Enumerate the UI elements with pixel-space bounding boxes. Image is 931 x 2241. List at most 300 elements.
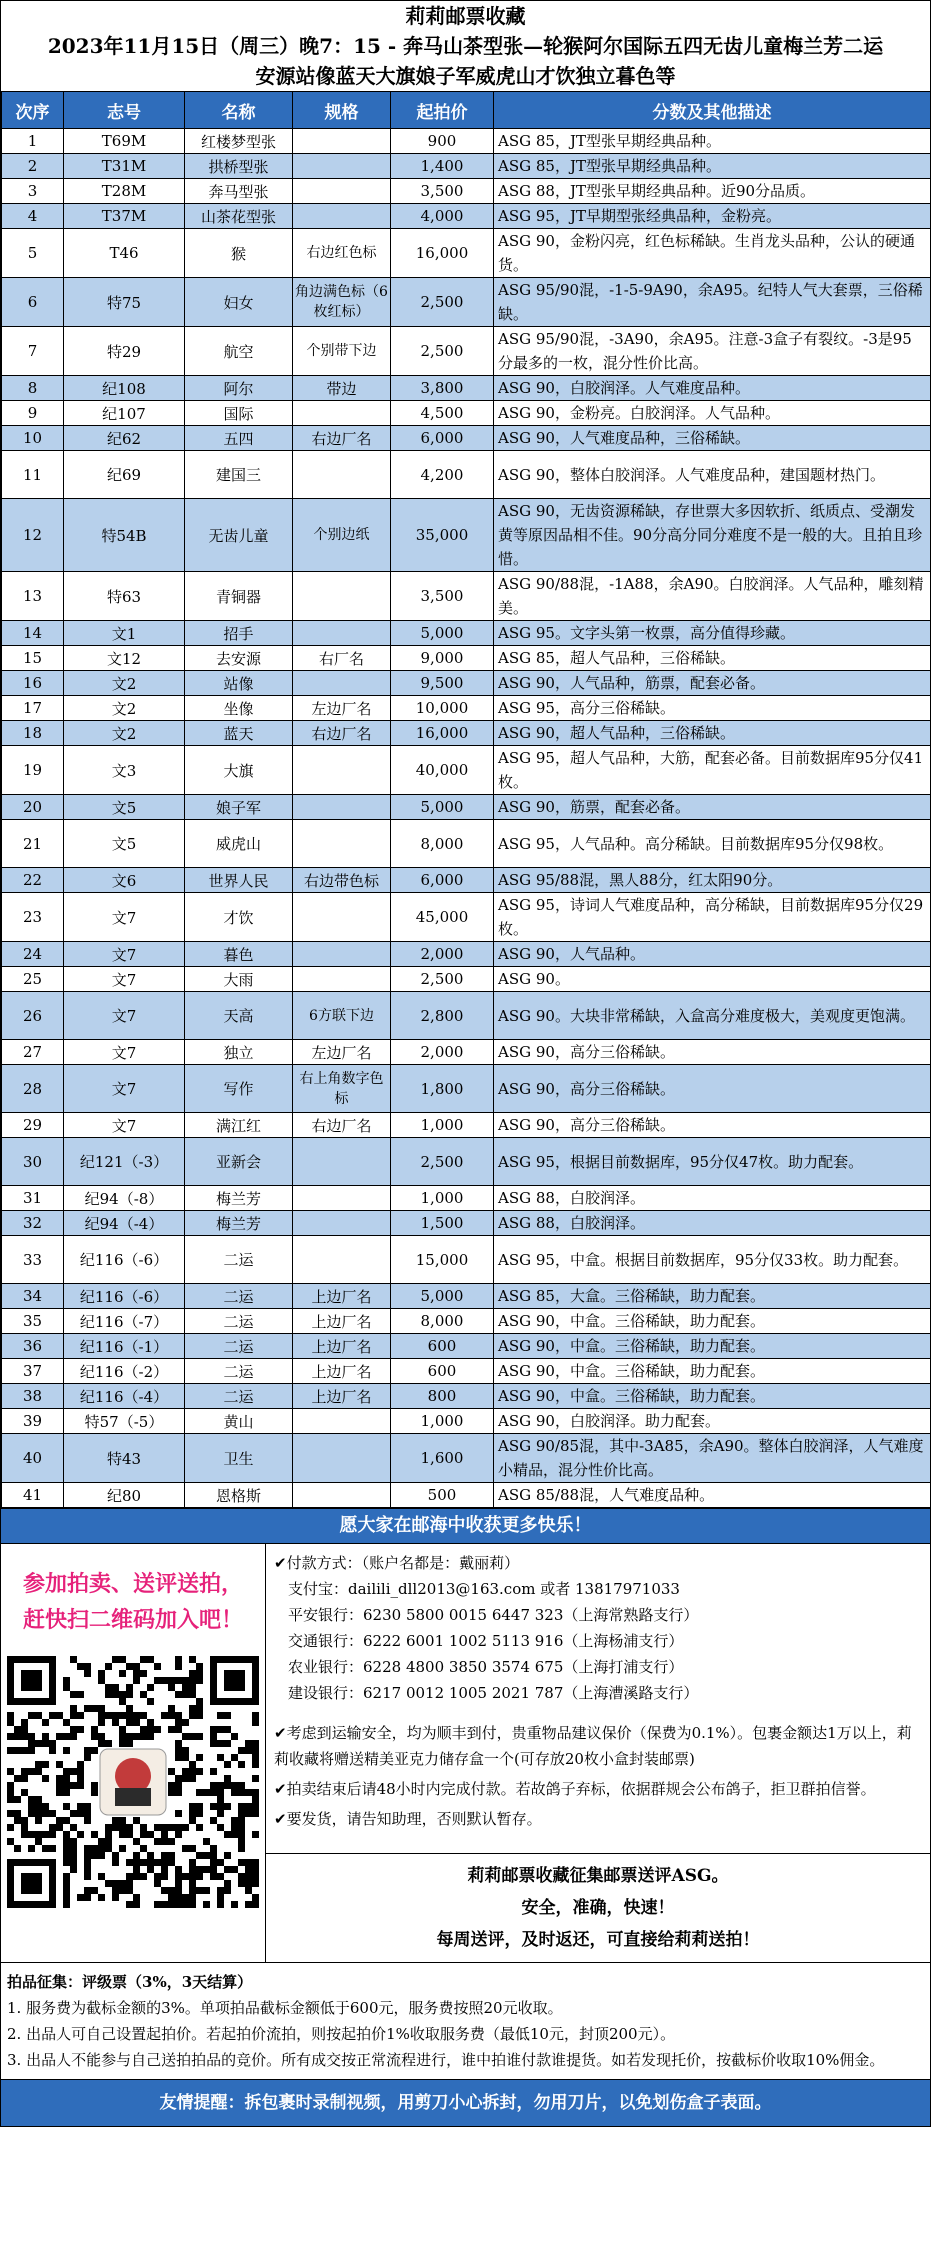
lot-code: T31M <box>64 154 185 179</box>
lot-code: 纪80 <box>64 1483 185 1508</box>
table-row <box>2 1211 931 1236</box>
lot-description: ASG 90，整体白胶润泽。人气难度品种，建国题材热门。 <box>494 451 931 499</box>
lot-spec <box>293 1483 391 1508</box>
lot-code: 纪116（-6） <box>64 1236 185 1284</box>
lot-description: ASG 95，诗词人气难度品种，高分稀缺，目前数据库95分仅29枚。 <box>494 893 931 942</box>
lot-start-price: 4,500 <box>391 401 494 426</box>
lot-name: 才饮 <box>185 893 293 942</box>
lot-description: ASG 90，金粉亮。白胶润泽。人气品种。 <box>494 401 931 426</box>
lot-start-price: 15,000 <box>391 1236 494 1284</box>
lot-code: 文7 <box>64 992 185 1040</box>
lot-start-price: 9,500 <box>391 671 494 696</box>
lot-number: 10 <box>2 426 64 451</box>
slogan-line-2: 安全，准确，快速！ <box>521 1898 675 1918</box>
lot-code: 纪62 <box>64 426 185 451</box>
lot-name: 猴 <box>185 229 293 278</box>
lot-description: ASG 90，白胶润泽。助力配套。 <box>494 1409 931 1434</box>
lot-name: 青铜器 <box>185 572 293 621</box>
lot-start-price: 10,000 <box>391 696 494 721</box>
lot-code: 文5 <box>64 820 185 868</box>
col-header-no: 次序 <box>2 92 64 129</box>
lot-spec <box>293 451 391 499</box>
lot-start-price: 2,000 <box>391 1040 494 1065</box>
table-row <box>2 621 931 646</box>
table-row <box>2 696 931 721</box>
lot-description: ASG 88，白胶润泽。 <box>494 1211 931 1236</box>
lot-description: ASG 90。大块非常稀缺，入盒高分难度极大，美观度更饱满。 <box>494 992 931 1040</box>
lot-description: ASG 85，JT型张早期经典品种。 <box>494 154 931 179</box>
header-title: 莉莉邮票收藏 <box>405 4 526 28</box>
header-subtitle-2: 安源站像蓝天大旗娘子军威虎山才饮独立暮色等 <box>255 64 676 88</box>
lot-name: 二运 <box>185 1309 293 1334</box>
lot-name: 写作 <box>185 1065 293 1113</box>
table-row <box>2 721 931 746</box>
lot-number: 20 <box>2 795 64 820</box>
rule-item: 1. 服务费为截标金额的3%。单项拍品截标金额低于600元，服务费按照20元收取。 <box>7 1999 563 2017</box>
lot-description: ASG 95，根据目前数据库，95分仅47枚。助力配套。 <box>494 1138 931 1186</box>
slogan-line-1: 莉莉邮票收藏征集邮票送评ASG。 <box>467 1866 729 1886</box>
table-row <box>2 1384 931 1409</box>
lot-number: 29 <box>2 1113 64 1138</box>
table-row <box>2 229 931 278</box>
lot-name: 大雨 <box>185 967 293 992</box>
lot-code: 文2 <box>64 721 185 746</box>
lot-description: ASG 95。文字头第一枚票，高分值得珍藏。 <box>494 621 931 646</box>
lot-description: ASG 95，超人气品种，大筋，配套必备。目前数据库95分仅41枚。 <box>494 746 931 795</box>
lot-code: 文1 <box>64 621 185 646</box>
lot-spec: 左边厂名 <box>293 1040 391 1065</box>
lot-start-price: 3,500 <box>391 179 494 204</box>
lot-start-price: 800 <box>391 1384 494 1409</box>
table-row <box>2 426 931 451</box>
col-header-code: 志号 <box>64 92 185 129</box>
table-row <box>2 967 931 992</box>
lot-spec <box>293 893 391 942</box>
lot-name: 独立 <box>185 1040 293 1065</box>
table-row <box>2 1236 931 1284</box>
table-row <box>2 1483 931 1508</box>
lot-start-price: 1,500 <box>391 1211 494 1236</box>
lot-spec <box>293 179 391 204</box>
lot-start-price: 2,800 <box>391 992 494 1040</box>
lot-name: 二运 <box>185 1384 293 1409</box>
consignment-rules <box>1 1962 930 2079</box>
lot-spec: 上边厂名 <box>293 1309 391 1334</box>
lot-description: ASG 95，高分三俗稀缺。 <box>494 696 931 721</box>
lot-name: 无齿儿童 <box>185 499 293 572</box>
qr-code[interactable] <box>7 1656 259 1908</box>
lot-start-price: 8,000 <box>391 1309 494 1334</box>
lot-spec <box>293 820 391 868</box>
lot-number: 21 <box>2 820 64 868</box>
lot-spec <box>293 1186 391 1211</box>
promo-line-2: 赶快扫二维码加入吧！ <box>22 1607 243 1633</box>
lot-number: 9 <box>2 401 64 426</box>
table-row <box>2 499 931 572</box>
lot-number: 18 <box>2 721 64 746</box>
lot-start-price: 1,000 <box>391 1409 494 1434</box>
lot-code: 纪94（-8） <box>64 1186 185 1211</box>
lot-name: 梅兰芳 <box>185 1211 293 1236</box>
lot-name: 国际 <box>185 401 293 426</box>
lot-number: 2 <box>2 154 64 179</box>
lot-name: 山茶花型张 <box>185 204 293 229</box>
table-row <box>2 893 931 942</box>
rule-item: 2. 出品人可自己设置起拍价。若起拍价流拍，则按起拍价1%收取服务费（最低10元，封顶200元）。 <box>7 2025 676 2043</box>
lot-start-price: 2,500 <box>391 1138 494 1186</box>
lot-name: 建国三 <box>185 451 293 499</box>
lot-number: 15 <box>2 646 64 671</box>
payment-deadline-note: ✔拍卖结束后请48小时内完成付款。若故鸽子弃标，依据群规会公布鸽子，拒卫群拍信誉。 <box>274 1780 876 1798</box>
lot-start-price: 1,000 <box>391 1113 494 1138</box>
lot-name: 世界人民 <box>185 868 293 893</box>
promo-text <box>23 1566 243 1638</box>
slogan-line-3: 每周送评，及时返还，可直接给莉莉送拍！ <box>436 1930 760 1950</box>
lot-code: 文7 <box>64 893 185 942</box>
payment-info <box>266 1544 930 1854</box>
lot-spec: 右边厂名 <box>293 1113 391 1138</box>
lot-name: 去安源 <box>185 646 293 671</box>
lot-code: 特75 <box>64 278 185 327</box>
lot-name: 娘子军 <box>185 795 293 820</box>
lot-name: 卫生 <box>185 1434 293 1483</box>
lot-name: 坐像 <box>185 696 293 721</box>
shipping-note: ✔考虑到运输安全，均为顺丰到付，贵重物品建议保价（保费为0.1%）。包裹金额达1万以上，莉莉收藏将赠送精美亚克力储存盒一个(可存放20枚小盒封装邮票) <box>274 1724 912 1768</box>
lot-code: 纪116（-2） <box>64 1359 185 1384</box>
lot-number: 3 <box>2 179 64 204</box>
lot-description: ASG 90，无齿资源稀缺，存世票大多因软折、纸质点、受潮发黄等原因品相不佳。90分高分同分难度不是一般的大。且拍且珍惜。 <box>494 499 931 572</box>
lot-start-price: 1,800 <box>391 1065 494 1113</box>
lot-name: 阿尔 <box>185 376 293 401</box>
table-row <box>2 572 931 621</box>
lot-name: 梅兰芳 <box>185 1186 293 1211</box>
lot-number: 36 <box>2 1334 64 1359</box>
lot-start-price: 2,000 <box>391 942 494 967</box>
lot-spec: 上边厂名 <box>293 1359 391 1384</box>
lot-description: ASG 85/88混，人气难度品种。 <box>494 1483 931 1508</box>
table-row <box>2 179 931 204</box>
lot-description: ASG 90，中盒。三俗稀缺，助力配套。 <box>494 1384 931 1409</box>
lot-name: 二运 <box>185 1334 293 1359</box>
lot-description: ASG 90，超人气品种，三俗稀缺。 <box>494 721 931 746</box>
lot-spec <box>293 1236 391 1284</box>
table-row <box>2 868 931 893</box>
table-row <box>2 1334 931 1359</box>
info-section <box>1 1543 930 1962</box>
lot-spec <box>293 942 391 967</box>
lot-spec: 6方联下边 <box>293 992 391 1040</box>
lot-spec <box>293 401 391 426</box>
lot-spec: 上边厂名 <box>293 1284 391 1309</box>
lot-code: T28M <box>64 179 185 204</box>
lot-description: ASG 88，白胶润泽。 <box>494 1186 931 1211</box>
lot-start-price: 900 <box>391 129 494 154</box>
lot-description: ASG 90，中盒。三俗稀缺，助力配套。 <box>494 1334 931 1359</box>
lot-code: T69M <box>64 129 185 154</box>
lot-description: ASG 90，高分三俗稀缺。 <box>494 1113 931 1138</box>
lot-code: 特29 <box>64 327 185 376</box>
table-header-row <box>2 92 931 129</box>
lot-code: 文7 <box>64 942 185 967</box>
lot-description: ASG 90，筋票，配套必备。 <box>494 795 931 820</box>
table-row <box>2 451 931 499</box>
lot-spec <box>293 572 391 621</box>
lot-code: 文3 <box>64 746 185 795</box>
lot-number: 17 <box>2 696 64 721</box>
lot-start-price: 600 <box>391 1359 494 1384</box>
lot-code: 纪116（-4） <box>64 1384 185 1409</box>
lot-number: 37 <box>2 1359 64 1384</box>
lot-code: 纪116（-1） <box>64 1334 185 1359</box>
lot-name: 航空 <box>185 327 293 376</box>
lot-name: 恩格斯 <box>185 1483 293 1508</box>
bank-account: 建设银行：6217 0012 1005 2021 787（上海漕溪路支行） <box>288 1684 699 1702</box>
lot-number: 1 <box>2 129 64 154</box>
lot-code: 特54B <box>64 499 185 572</box>
lot-name: 五四 <box>185 426 293 451</box>
lot-description: ASG 90，白胶润泽。人气难度品种。 <box>494 376 931 401</box>
table-row <box>2 1138 931 1186</box>
table-row <box>2 327 931 376</box>
lot-spec <box>293 1211 391 1236</box>
table-row <box>2 942 931 967</box>
lot-description: ASG 95，人气品种。高分稀缺。目前数据库95分仅98枚。 <box>494 820 931 868</box>
lot-start-price: 45,000 <box>391 893 494 942</box>
lot-start-price: 40,000 <box>391 746 494 795</box>
lot-description: ASG 90。 <box>494 967 931 992</box>
lot-number: 4 <box>2 204 64 229</box>
table-row <box>2 376 931 401</box>
lot-spec: 角边满色标（6枚红标） <box>293 278 391 327</box>
lot-start-price: 5,000 <box>391 621 494 646</box>
lot-table <box>1 91 931 1508</box>
table-row <box>2 154 931 179</box>
slogan <box>266 1854 930 1962</box>
rule-item: 3. 出品人不能参与自己送拍拍品的竞价。所有成交按正常流程进行，谁中拍谁付款谁提货。如若发现托价，按截标价收取10%佣金。 <box>7 2051 885 2069</box>
lot-spec <box>293 1138 391 1186</box>
promo-panel <box>1 1544 266 1962</box>
lot-number: 25 <box>2 967 64 992</box>
lot-number: 8 <box>2 376 64 401</box>
table-row <box>2 401 931 426</box>
table-row <box>2 129 931 154</box>
lot-description: ASG 90，金粉闪亮，红色标稀缺。生肖龙头品种，公认的硬通货。 <box>494 229 931 278</box>
lot-number: 28 <box>2 1065 64 1113</box>
lot-start-price: 1,000 <box>391 1186 494 1211</box>
lot-code: 文7 <box>64 1113 185 1138</box>
lot-name: 拱桥型张 <box>185 154 293 179</box>
lot-number: 22 <box>2 868 64 893</box>
lot-spec <box>293 967 391 992</box>
lot-name: 二运 <box>185 1284 293 1309</box>
lot-start-price: 6,000 <box>391 868 494 893</box>
lot-name: 站像 <box>185 671 293 696</box>
col-header-desc: 分数及其他描述 <box>494 92 931 129</box>
lot-code: 纪116（-6） <box>64 1284 185 1309</box>
table-row <box>2 1359 931 1384</box>
lot-start-price: 2,500 <box>391 967 494 992</box>
lot-description: ASG 95，中盒。根据目前数据库，95分仅33枚。助力配套。 <box>494 1236 931 1284</box>
lot-spec: 右上角数字色标 <box>293 1065 391 1113</box>
lot-number: 16 <box>2 671 64 696</box>
lot-start-price: 1,600 <box>391 1434 494 1483</box>
lot-start-price: 3,800 <box>391 376 494 401</box>
lot-code: T46 <box>64 229 185 278</box>
lot-spec <box>293 621 391 646</box>
qr-code-icon <box>7 1656 259 1908</box>
lot-spec <box>293 795 391 820</box>
lot-start-price: 16,000 <box>391 229 494 278</box>
lot-name: 奔马型张 <box>185 179 293 204</box>
table-row <box>2 671 931 696</box>
lot-description: ASG 95/90混，-3A90，余A95。注意-3盒子有裂纹。-3是95分最多的一枚，混分性价比高。 <box>494 327 931 376</box>
rules-title: 拍品征集：评级票（3%，3天结算） <box>7 1973 253 1991</box>
lot-name: 黄山 <box>185 1409 293 1434</box>
lot-name: 天高 <box>185 992 293 1040</box>
lot-code: 特43 <box>64 1434 185 1483</box>
promo-line-1: 参加拍卖、送评送拍， <box>22 1571 243 1597</box>
payment-panel <box>266 1544 930 1962</box>
lot-name: 满江红 <box>185 1113 293 1138</box>
lot-code: 纪69 <box>64 451 185 499</box>
lot-spec: 个别边纸 <box>293 499 391 572</box>
table-row <box>2 1065 931 1113</box>
footer-reminder: 友情提醒：拆包裹时录制视频，用剪刀小心拆封，勿用刀片，以免划伤盒子表面。 <box>1 2079 930 2126</box>
lot-number: 24 <box>2 942 64 967</box>
lot-number: 35 <box>2 1309 64 1334</box>
lot-description: ASG 90，人气品种。 <box>494 942 931 967</box>
table-row <box>2 795 931 820</box>
lot-spec <box>293 154 391 179</box>
lot-number: 27 <box>2 1040 64 1065</box>
lot-code: 纪121（-3） <box>64 1138 185 1186</box>
lot-spec <box>293 671 391 696</box>
lot-description: ASG 90，中盒。三俗稀缺，助力配套。 <box>494 1309 931 1334</box>
lot-number: 26 <box>2 992 64 1040</box>
lot-spec: 右边厂名 <box>293 426 391 451</box>
table-row <box>2 1186 931 1211</box>
lot-start-price: 2,500 <box>391 327 494 376</box>
lot-code: 文7 <box>64 1065 185 1113</box>
lot-spec: 右边带色标 <box>293 868 391 893</box>
lot-spec: 右边红色标 <box>293 229 391 278</box>
lot-code: T37M <box>64 204 185 229</box>
lot-start-price: 500 <box>391 1483 494 1508</box>
lot-name: 蓝天 <box>185 721 293 746</box>
lot-description: ASG 90，高分三俗稀缺。 <box>494 1040 931 1065</box>
lot-table-body <box>2 129 931 1508</box>
lot-description: ASG 90，中盒。三俗稀缺，助力配套。 <box>494 1359 931 1384</box>
lot-code: 纪116（-7） <box>64 1309 185 1334</box>
lot-number: 34 <box>2 1284 64 1309</box>
lot-description: ASG 90/88混，-1A88，余A90。白胶润泽。人气品种，雕刻精美。 <box>494 572 931 621</box>
lot-spec: 右边厂名 <box>293 721 391 746</box>
lot-start-price: 9,000 <box>391 646 494 671</box>
lot-start-price: 6,000 <box>391 426 494 451</box>
lot-name: 威虎山 <box>185 820 293 868</box>
lot-number: 23 <box>2 893 64 942</box>
lot-code: 文6 <box>64 868 185 893</box>
lot-code: 文7 <box>64 1040 185 1065</box>
lot-code: 文2 <box>64 696 185 721</box>
lot-start-price: 4,000 <box>391 204 494 229</box>
lot-number: 6 <box>2 278 64 327</box>
table-row <box>2 1113 931 1138</box>
lot-description: ASG 90/85混，其中-3A85，余A90。整体白胶润泽，人气难度小精品，混分性价比高。 <box>494 1434 931 1483</box>
lot-description: ASG 95/90混，-1-5-9A90，余A95。纪特人气大套票，三俗稀缺。 <box>494 278 931 327</box>
lot-spec: 上边厂名 <box>293 1384 391 1409</box>
lot-description: ASG 95，JT早期型张经典品种，金粉亮。 <box>494 204 931 229</box>
lot-description: ASG 90，高分三俗稀缺。 <box>494 1065 931 1113</box>
lot-code: 纪108 <box>64 376 185 401</box>
lot-spec: 右厂名 <box>293 646 391 671</box>
payment-title: ✔付款方式：（账户名都是：戴丽莉） <box>274 1554 520 1572</box>
lot-start-price: 1,400 <box>391 154 494 179</box>
lot-start-price: 3,500 <box>391 572 494 621</box>
lot-number: 39 <box>2 1409 64 1434</box>
bank-account: 农业银行：6228 4800 3850 3574 675（上海打浦支行） <box>288 1658 684 1676</box>
lot-number: 30 <box>2 1138 64 1186</box>
lot-spec: 个别带下边 <box>293 327 391 376</box>
table-row <box>2 746 931 795</box>
lot-code: 文12 <box>64 646 185 671</box>
lot-name: 红楼梦型张 <box>185 129 293 154</box>
banner: 愿大家在邮海中收获更多快乐！ <box>1 1508 930 1543</box>
lot-spec: 带边 <box>293 376 391 401</box>
bank-account: 交通银行：6222 6001 1002 5113 916（上海杨浦支行） <box>288 1632 684 1650</box>
lot-spec <box>293 204 391 229</box>
lot-name: 二运 <box>185 1359 293 1384</box>
lot-number: 13 <box>2 572 64 621</box>
lot-description: ASG 85，JT型张早期经典品种。 <box>494 129 931 154</box>
lot-spec <box>293 1434 391 1483</box>
col-header-name: 名称 <box>185 92 293 129</box>
alipay-account[interactable]: 支付宝：dailili_dll2013@163.com 或者 13817971033 <box>288 1580 680 1598</box>
lot-number: 38 <box>2 1384 64 1409</box>
lot-description: ASG 85，大盒。三俗稀缺，助力配套。 <box>494 1284 931 1309</box>
lot-description: ASG 95/88混，黑人88分，红太阳90分。 <box>494 868 931 893</box>
lot-number: 32 <box>2 1211 64 1236</box>
lot-code: 纪94（-4） <box>64 1211 185 1236</box>
lot-number: 41 <box>2 1483 64 1508</box>
table-row <box>2 278 931 327</box>
lot-spec <box>293 1409 391 1434</box>
lot-name: 妇女 <box>185 278 293 327</box>
lot-number: 31 <box>2 1186 64 1211</box>
lot-code: 文7 <box>64 967 185 992</box>
lot-start-price: 600 <box>391 1334 494 1359</box>
lot-number: 33 <box>2 1236 64 1284</box>
lot-number: 19 <box>2 746 64 795</box>
col-header-spec: 规格 <box>293 92 391 129</box>
lot-description: ASG 88，JT型张早期经典品种。近90分品质。 <box>494 179 931 204</box>
lot-name: 暮色 <box>185 942 293 967</box>
lot-number: 11 <box>2 451 64 499</box>
lot-number: 14 <box>2 621 64 646</box>
table-row <box>2 1284 931 1309</box>
lot-description: ASG 90，人气难度品种，三俗稀缺。 <box>494 426 931 451</box>
lot-spec <box>293 746 391 795</box>
lot-start-price: 35,000 <box>391 499 494 572</box>
lot-code: 纪107 <box>64 401 185 426</box>
lot-number: 12 <box>2 499 64 572</box>
table-row <box>2 646 931 671</box>
lot-spec: 左边厂名 <box>293 696 391 721</box>
table-row <box>2 820 931 868</box>
lot-start-price: 4,200 <box>391 451 494 499</box>
lot-start-price: 5,000 <box>391 795 494 820</box>
table-row <box>2 1434 931 1483</box>
